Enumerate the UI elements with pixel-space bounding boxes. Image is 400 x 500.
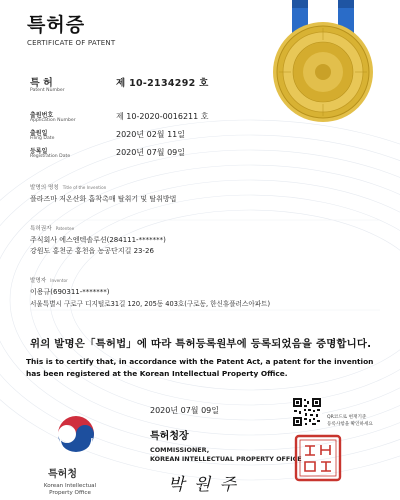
commissioner-title-en-line2: KOREAN INTELLECTUAL PROPERTY OFFICE [150, 455, 302, 463]
commissioner-title-en [150, 446, 302, 464]
application-number-value: 제 10-2020-0016211 호 [116, 112, 209, 121]
issue-date: 2020년 07월 09일 [150, 406, 219, 415]
patent-number-value: 제 10-2134292 호 [116, 78, 209, 89]
commissioner-signature: 박 원 주 [168, 475, 239, 495]
application-number-label-en: Application Number [30, 118, 76, 123]
inventor-label-en: Inventor [50, 278, 68, 283]
inventor-label [30, 276, 68, 284]
certification-statement-ko: 위의 발명은「특허법」에 따라 특허등록원부에 등록되었음을 증명합니다. [30, 338, 372, 350]
patentee-name: 주식회사 에스엔텍솔루션(284111-*******) [30, 236, 166, 244]
invention-title-label-en: Title of the Invention [62, 185, 107, 190]
invention-title-value: 플라즈마 저온산화 흡착촉매 탈취기 및 탈취방법 [30, 195, 177, 203]
certification-statement-en: This is to certify that, in accordance with the Patent Act, a patent for the invention has been registered at the Korean Intellectual Property Office. [26, 357, 374, 378]
office-name-en: Korean Intellectual Property Office [43, 483, 97, 496]
invention-title-label-ko: 발명의 명칭 [30, 185, 59, 191]
qr-caption-line1: QR코드로 현재기준 [327, 415, 367, 420]
patentee-label-ko: 특허권자 [30, 226, 52, 232]
commissioner-title: 특허청장 [150, 431, 189, 442]
patentee-label-en: Patentee [55, 226, 75, 231]
patent-number-label-en: Patent Number [30, 88, 65, 93]
registration-date-label: 등록일 [30, 148, 48, 155]
registration-date-value: 2020년 07월 09일 [116, 148, 185, 157]
registration-date-label-en: Registration Date [30, 154, 71, 159]
patentee-address: 강원도 홍천군 홍천읍 농공단지길 23-26 [30, 247, 154, 255]
application-number-label: 출원번호 [30, 112, 54, 119]
official-seal-stamp [293, 433, 343, 483]
inventor-label-ko: 발명자 [30, 278, 47, 284]
patentee-label [30, 224, 74, 232]
invention-title-label [30, 183, 106, 191]
filing-date-label: 출원일 [30, 130, 48, 137]
kipo-logo [54, 412, 98, 456]
commissioner-title-en-line1: COMMISSIONER, [150, 446, 210, 454]
patent-number-label: 특 허 [30, 78, 53, 89]
filing-date-value: 2020년 02월 11일 [116, 130, 185, 139]
inventor-address: 서울특별시 구로구 디지털로31길 120, 205동 403호(구로동, 한신휴플러스아파트) [30, 300, 271, 308]
qr-caption-line2: 등록사항을 확인하세요 [327, 422, 373, 427]
office-name: 특허청 [48, 469, 77, 480]
filing-date-label-en: Filing Date [30, 136, 55, 141]
qr-code[interactable] [292, 397, 322, 427]
certificate-title-en: CERTIFICATE OF PATENT [27, 39, 116, 47]
inventor-name: 이용규(690311-*******) [30, 288, 110, 296]
certificate-title: 특허증 [27, 14, 86, 36]
gold-seal [264, 0, 382, 135]
qr-caption [327, 414, 373, 428]
